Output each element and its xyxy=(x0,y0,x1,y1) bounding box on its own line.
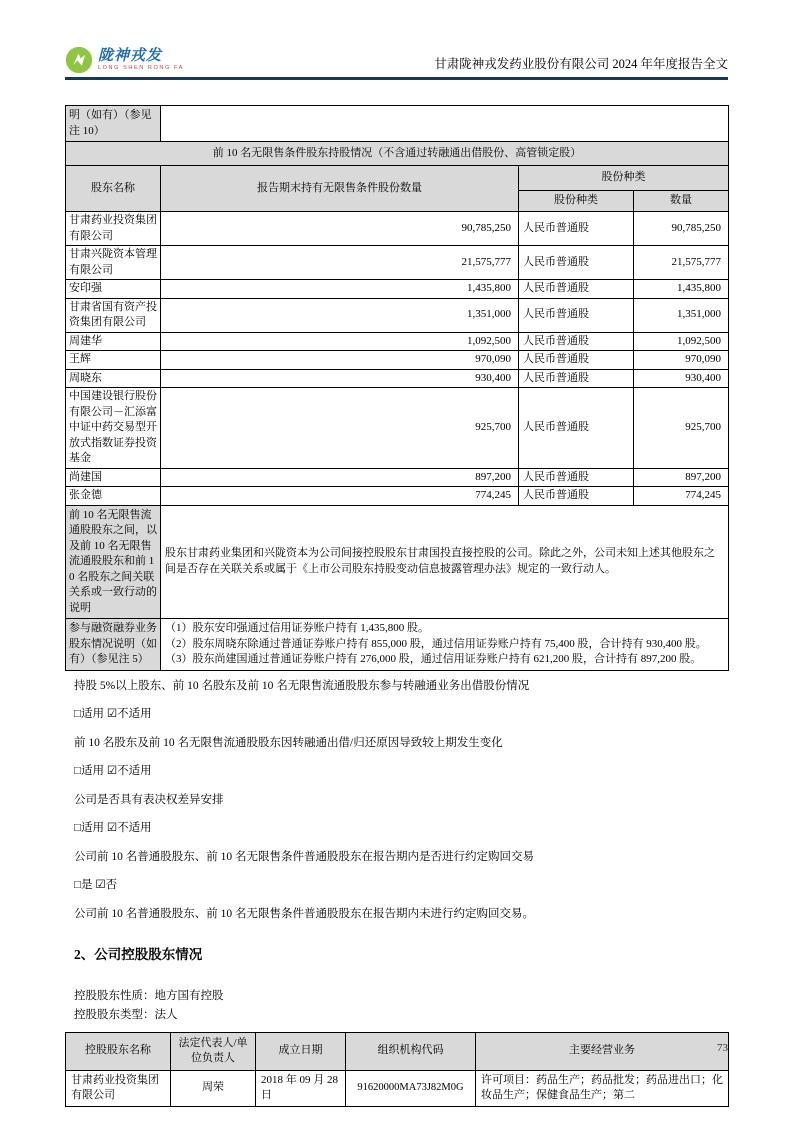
shareholder-name: 中国建设银行股份有限公司－汇添富中证中药交易型开放式指数证券投资基金 xyxy=(66,388,161,469)
table-row xyxy=(66,1070,729,1106)
margin-line: （3）股东尚建国通过普通证券账户持有 276,000 股，通过信用证券账户持有 621,200 股，合计持有 897,200 股。 xyxy=(165,653,702,665)
share-class: 人民币普通股 xyxy=(519,298,634,332)
shareholder-name: 周晓东 xyxy=(66,369,161,388)
checkbox-line: □适用 ☑不适用 xyxy=(74,822,152,834)
company-logo xyxy=(65,46,184,74)
carryover-value xyxy=(161,106,729,142)
col-header-share-class: 股份种类 xyxy=(519,191,634,212)
relation-text: 股东甘肃药业集团和兴陇资本为公司间接控股股东甘肃国投直接控股的公司。除此之外，公司未知上述其他股东之间是否存在关联关系或属于《上市公司股东持股变动信息披露管理办法》规定的一致行动人。 xyxy=(165,547,715,575)
share-quantity: 970,090 xyxy=(634,351,729,370)
share-quantity: 930,400 xyxy=(634,369,729,388)
share-quantity: 90,785,250 xyxy=(634,212,729,246)
margin-trading-row xyxy=(66,619,729,671)
col-header-org-code: 组织机构代码 xyxy=(346,1032,476,1070)
statement-text: 持股 5%以上股东、前 10 名股东及前 10 名无限售流通股股东参与转融通业务出借股份情况 xyxy=(74,679,530,692)
statement-text: 前 10 名股东及前 10 名无限售流通股股东因转融通出借/归还原因导致较上期发生变化 xyxy=(74,736,503,749)
checkbox-line: □适用 ☑不适用 xyxy=(74,765,152,777)
controlling-shareholder-table xyxy=(65,1032,729,1107)
main-business: 许可项目：药品生产；药品批发；药品进出口；化妆品生产；保健食品生产；第二 xyxy=(476,1070,729,1106)
section-heading: 2、公司控股股东情况 xyxy=(74,946,203,962)
col-header-legal-rep: 法定代表人/单位负责人 xyxy=(171,1032,256,1070)
controlling-shareholder-meta xyxy=(74,987,728,1025)
col-header-share-class-group: 股份种类 xyxy=(519,166,729,191)
legal-representative: 周荣 xyxy=(171,1070,256,1106)
statement-text: 公司前 10 名普通股股东、前 10 名无限售条件普通股股东在报告期内未进行约定购回交易。 xyxy=(74,907,534,920)
share-class: 人民币普通股 xyxy=(519,487,634,506)
share-class: 人民币普通股 xyxy=(519,388,634,469)
share-class: 人民币普通股 xyxy=(519,369,634,388)
document-title: 甘肃陇神戎发药业股份有限公司 2024 年年度报告全文 xyxy=(434,57,728,71)
share-class: 人民币普通股 xyxy=(519,280,634,299)
shares-count: 90,785,250 xyxy=(161,212,519,246)
shareholder-name: 安印强 xyxy=(66,280,161,299)
col-header-shareholder-name: 股东名称 xyxy=(66,166,161,212)
page-header xyxy=(65,46,728,80)
page-number: 73 xyxy=(717,1042,728,1054)
shareholder-name: 甘肃药业投资集团有限公司 xyxy=(66,212,161,246)
table-row xyxy=(66,212,729,246)
shares-count: 925,700 xyxy=(161,388,519,469)
statement-text: 公司前 10 名普通股股东、前 10 名无限售条件普通股股东在报告期内是否进行约定购回交易 xyxy=(74,850,534,863)
shares-count: 1,435,800 xyxy=(161,280,519,299)
carryover-row xyxy=(66,106,729,142)
relation-value xyxy=(161,505,729,619)
share-class: 人民币普通股 xyxy=(519,468,634,487)
shares-count: 1,092,500 xyxy=(161,332,519,351)
share-class: 人民币普通股 xyxy=(519,212,634,246)
section-title-row xyxy=(66,142,729,166)
shareholder-type-line: 控股股东类型：法人 xyxy=(74,1008,178,1021)
table-header-row xyxy=(66,1032,729,1070)
col-header-establish-date: 成立日期 xyxy=(256,1032,346,1070)
shareholder-nature-line: 控股股东性质：地方国有控股 xyxy=(74,989,224,1002)
unrestricted-shareholders-table xyxy=(65,105,729,671)
share-class: 人民币普通股 xyxy=(519,246,634,280)
margin-trading-label: 参与融资融券业务股东情况说明（如有）（参见注 5） xyxy=(66,619,161,671)
margin-line: （1）股东安印强通过信用证券账户持有 1,435,800 股。 xyxy=(165,622,429,634)
shareholder-name: 周建华 xyxy=(66,332,161,351)
share-quantity: 21,575,777 xyxy=(634,246,729,280)
table-row xyxy=(66,298,729,332)
checkbox-line: □适用 ☑不适用 xyxy=(74,708,152,720)
shareholder-name: 甘肃兴陇资本管理有限公司 xyxy=(66,246,161,280)
section-title: 前 10 名无限售条件股东持股情况（不含通过转融通出借股份、高管锁定股） xyxy=(66,142,729,166)
shares-count: 21,575,777 xyxy=(161,246,519,280)
header-divider xyxy=(65,77,728,80)
share-quantity: 1,435,800 xyxy=(634,280,729,299)
shareholder-name: 尚建国 xyxy=(66,468,161,487)
table-row xyxy=(66,369,729,388)
col-header-name: 控股股东名称 xyxy=(66,1032,171,1070)
col-header-count: 报告期末持有无限售条件股份数量 xyxy=(161,166,519,212)
shareholder-name: 张金德 xyxy=(66,487,161,506)
org-code: 91620000MA73J82M0G xyxy=(346,1070,476,1106)
share-quantity: 925,700 xyxy=(634,388,729,469)
logo-text xyxy=(98,49,184,72)
table-row xyxy=(66,246,729,280)
shares-count: 897,200 xyxy=(161,468,519,487)
logo-icon xyxy=(65,46,93,74)
carryover-label: 明（如有）（参见注 10） xyxy=(66,106,161,142)
margin-line: （2）股东周晓东除通过普通证券账户持有 855,000 股，通过信用证券账户持有 75,400 股，合计持有 930,400 股。 xyxy=(165,637,707,650)
relation-row xyxy=(66,505,729,619)
share-quantity: 897,200 xyxy=(634,468,729,487)
share-quantity: 1,092,500 xyxy=(634,332,729,351)
statement-text: 公司是否具有表决权差异安排 xyxy=(74,793,224,806)
statements-block xyxy=(65,679,728,922)
relation-label: 前 10 名无限售流通股股东之间，以及前 10 名无限售流通股股东和前 10 名股东之间关联关系或一致行动的说明 xyxy=(66,505,161,619)
col-header-main-business: 主要经营业务 xyxy=(476,1032,729,1070)
shares-count: 774,245 xyxy=(161,487,519,506)
share-class: 人民币普通股 xyxy=(519,332,634,351)
table-row xyxy=(66,468,729,487)
shares-count: 970,090 xyxy=(161,351,519,370)
margin-trading-value xyxy=(161,619,729,671)
page-content xyxy=(65,105,728,1107)
shares-count: 1,351,000 xyxy=(161,298,519,332)
shareholder-name: 王辉 xyxy=(66,351,161,370)
header-row-1 xyxy=(66,166,729,191)
table-row xyxy=(66,388,729,469)
controlling-shareholder-name: 甘肃药业投资集团有限公司 xyxy=(66,1070,171,1106)
table-row xyxy=(66,280,729,299)
shareholder-name: 甘肃省国有资产投资集团有限公司 xyxy=(66,298,161,332)
share-quantity: 1,351,000 xyxy=(634,298,729,332)
shares-count: 930,400 xyxy=(161,369,519,388)
establish-date: 2018 年 09 月 28 日 xyxy=(256,1070,346,1106)
checkbox-line: □是 ☑否 xyxy=(74,879,118,891)
share-class: 人民币普通股 xyxy=(519,351,634,370)
table-row xyxy=(66,332,729,351)
brand-name-cn: 陇神戎发 xyxy=(98,47,163,64)
share-quantity: 774,245 xyxy=(634,487,729,506)
table-row xyxy=(66,487,729,506)
table-row xyxy=(66,351,729,370)
brand-name-en: LONG SHEN RONG FA xyxy=(98,64,184,71)
col-header-quantity: 数量 xyxy=(634,191,729,212)
